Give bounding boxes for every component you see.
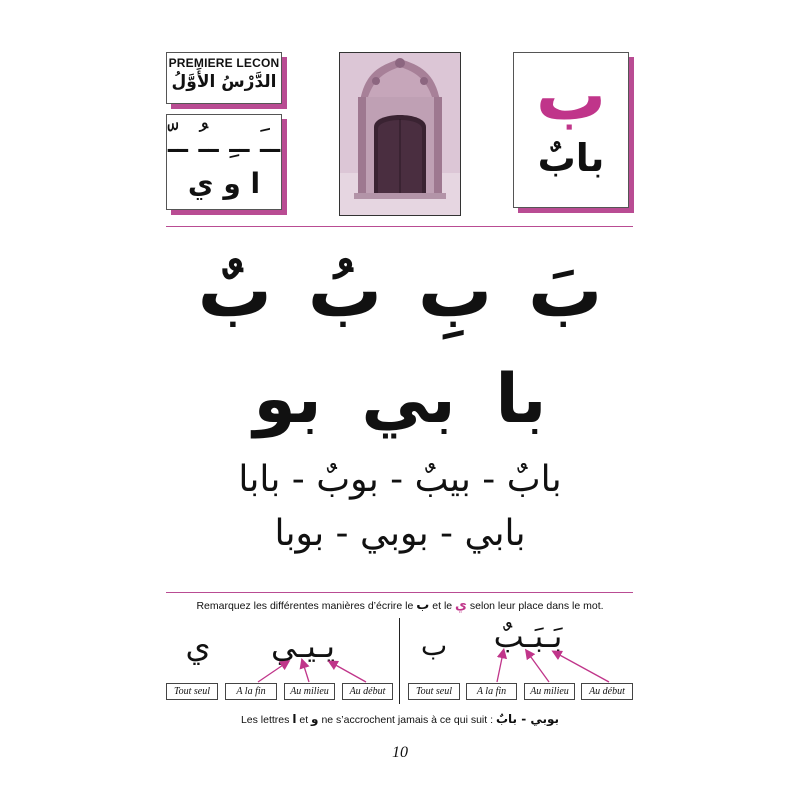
- vowels-box: [166, 114, 282, 210]
- footnote-text: [150, 712, 650, 726]
- remark-after: selon leur place dans le mot.: [469, 600, 604, 612]
- label-ya-alone: Tout seul: [166, 683, 218, 700]
- center-divider: [399, 618, 400, 704]
- footnote-after: ne s’accrochent jamais à ce qui suit :: [321, 714, 494, 726]
- letter-card: [513, 52, 629, 208]
- footnote-example: بوبي - بابٌ: [495, 712, 560, 726]
- lesson-title-box: [166, 52, 282, 104]
- lesson-title-ar: الدَّرْسُ الأَوَّلُ: [171, 72, 277, 92]
- arrow-ba-middle: [528, 653, 549, 682]
- letter-with-long-vowels-row: با بي بو: [253, 360, 547, 439]
- ba-connected-forms: بَـبَـبٌ: [493, 617, 563, 655]
- divider-bottom: [166, 592, 633, 593]
- practice-words-row-2: بابي - بوبي - بوبا: [274, 513, 526, 554]
- label-ba-alone: Tout seul: [408, 683, 460, 700]
- footnote-before: Les lettres: [240, 714, 290, 726]
- remark-letter-ba: ب: [416, 598, 430, 613]
- ya-connected-forms: يـيـي: [271, 627, 335, 665]
- featured-letter: ب: [535, 54, 607, 136]
- divider-top: [166, 226, 633, 227]
- remark-text: [150, 598, 650, 613]
- label-ya-end: A la fin: [225, 683, 277, 700]
- footnote-letter-waw: و: [311, 712, 319, 726]
- featured-word: بابٌ: [537, 136, 605, 180]
- remark-before: Remarquez les différentes manières d’écrire le: [196, 600, 414, 612]
- label-ba-middle: Au milieu: [524, 683, 575, 700]
- letter-with-harakat-row: بَ بِ بُ بٌ: [197, 248, 603, 334]
- long-vowel-letters: ا و ي: [187, 167, 261, 200]
- vowel-marks: ــَ ــِ ــُ ــّ: [167, 121, 281, 161]
- arrow-ba-start: [556, 653, 609, 682]
- lesson-title-fr: PREMIERE LECON: [168, 56, 280, 70]
- footnote-letter-alif: ا: [292, 712, 297, 726]
- ya-isolated-form: ي: [185, 627, 211, 665]
- footnote-and: et: [299, 714, 309, 726]
- page-number: 10: [392, 744, 408, 761]
- remark-letter-ya: ي: [455, 598, 467, 613]
- arrow-ba-end: [497, 653, 503, 682]
- label-ba-end: A la fin: [466, 683, 517, 700]
- remark-middle: et le: [432, 600, 453, 612]
- practice-words-row-1: بابٌ - بيبٌ - بوبٌ - بابا: [238, 459, 562, 500]
- label-ya-middle: Au milieu: [284, 683, 335, 700]
- label-ba-start: Au début: [581, 683, 633, 700]
- ba-isolated-form: ب: [420, 629, 448, 662]
- door-photo: [339, 52, 461, 216]
- door-illustration-icon: [340, 53, 460, 215]
- label-ya-start: Au début: [342, 683, 393, 700]
